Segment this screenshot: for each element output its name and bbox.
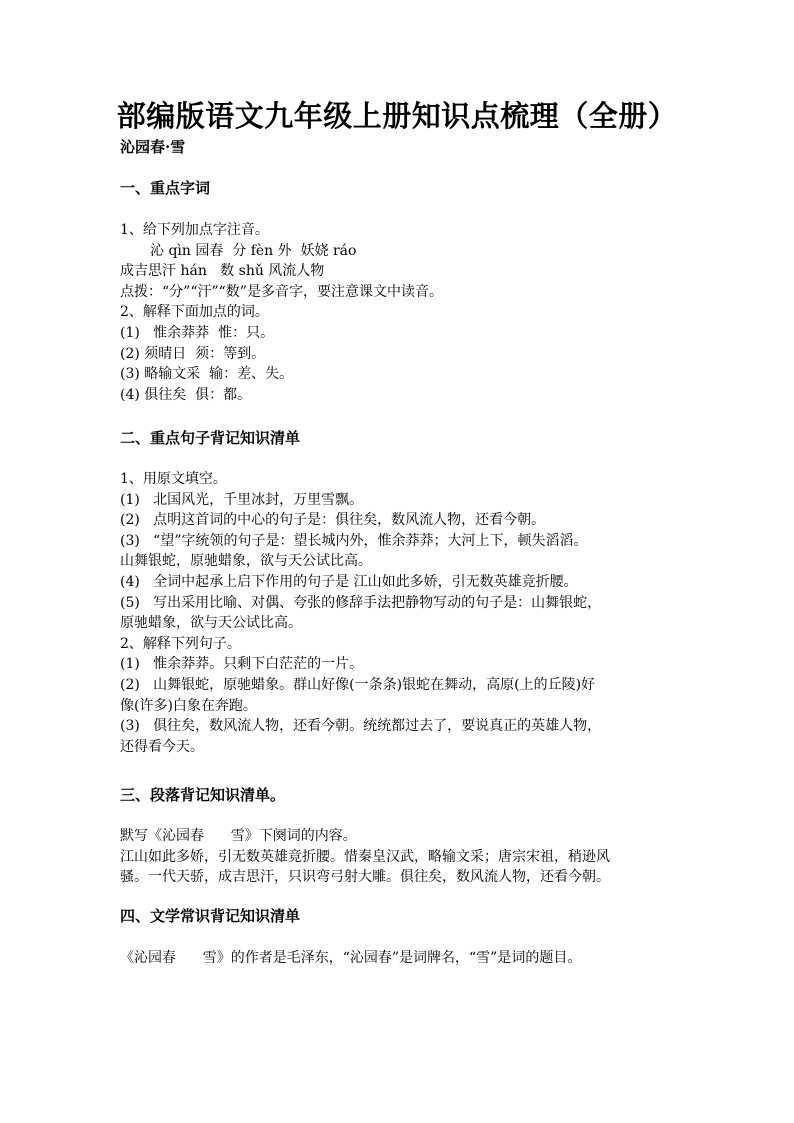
text-line: (1) 惟余莽莽 惟：只。 xyxy=(120,324,275,341)
text-line: (1) 惟余莽莽。只剩下白茫茫的一片。 xyxy=(120,656,364,673)
page-title: 部编版语文九年级上册知识点梳理（全册） xyxy=(116,99,678,133)
section-passage-body xyxy=(120,826,680,888)
text-line: 2、解释下面加点的词。 xyxy=(120,304,269,321)
text-line: (2) 须晴日 须：等到。 xyxy=(120,345,266,362)
section-heading: 二、重点句子背记知识清单 xyxy=(120,429,301,447)
text-line: (4) 全词中起承上启下作用的句子是 江山如此多娇，引无数英雄竞折腰。 xyxy=(120,573,578,590)
text-line: 1、用原文填空。 xyxy=(120,471,227,487)
text-line: 成吉思汗 hán 数 shǔ 风流人物 xyxy=(120,263,325,280)
lesson-title: 沁园春·雪 xyxy=(120,138,186,156)
text-line: (3) 俱往矣，数风流人物，还看今朝。统统都过去了，要说真正的英雄人物， xyxy=(120,718,602,735)
section-literature-body xyxy=(120,948,680,969)
text-line: (5) 写出采用比喻、对偶、夸张的修辞手法把静物写动的句子是：山舞银蛇， xyxy=(120,594,602,611)
section-key-words-body xyxy=(120,220,680,405)
text-line: (3) 略输文采 输：差、失。 xyxy=(120,366,294,383)
section-key-words xyxy=(120,178,680,198)
text-line: 默写《沁园春 雪》下阕词的内容。 xyxy=(120,828,357,844)
section-literature xyxy=(120,906,680,926)
section-heading: 四、文学常识背记知识清单 xyxy=(120,907,301,925)
text-line: 江山如此多娇，引无数英雄竞折腰。惜秦皇汉武，略输文采；唐宗宋祖，稍逊风 xyxy=(120,848,610,865)
text-line: 还得看今天。 xyxy=(120,738,204,755)
section-passage xyxy=(120,785,680,805)
section-key-sentences-body xyxy=(120,469,680,757)
text-line: 2、解释下列句子。 xyxy=(120,635,241,652)
text-line: (3) “望”字统领的句子是：望长城内外，惟余莽莽；大河上下，顿失滔滔。 xyxy=(120,532,588,549)
section-heading: 三、段落背记知识清单。 xyxy=(120,786,286,804)
section-heading: 一、重点字词 xyxy=(120,179,211,197)
text-line: 骚。一代天骄，成吉思汗，只识弯弓射大雕。俱往矣，数风流人物，还看今朝。 xyxy=(120,869,610,886)
text-line: 原驰蜡象，欲与天公试比高。 xyxy=(120,615,302,632)
text-line: 像(许多)白象在奔跑。 xyxy=(120,697,257,714)
text-line: (2) 点明这首词的中心的句子是：俱往矣，数风流人物，还看今朝。 xyxy=(120,512,546,529)
text-line: 山舞银蛇，原驰蜡象，欲与天公试比高。 xyxy=(120,553,372,570)
text-line: 《沁园春 雪》的作者是毛泽东，“沁园春”是词牌名，“雪”是词的题目。 xyxy=(120,950,582,966)
section-key-sentences xyxy=(120,428,680,448)
text-line: (1) 北国风光，千里冰封，万里雪飘。 xyxy=(120,491,364,508)
text-line: 1、给下列加点字注音。 xyxy=(120,222,269,238)
text-line: (2) 山舞银蛇，原驰蜡象。群山好像(一条条)银蛇在舞动，高原(上的丘陵)好 xyxy=(120,676,596,693)
text-line: 点拨：“分”“汗”“数”是多音字，要注意课文中读音。 xyxy=(120,283,443,300)
text-line: 沁 qìn 园春 分 fèn 外 妖娆 ráo xyxy=(150,242,357,259)
text-line: (4) 俱往矣 俱：都。 xyxy=(120,386,252,403)
